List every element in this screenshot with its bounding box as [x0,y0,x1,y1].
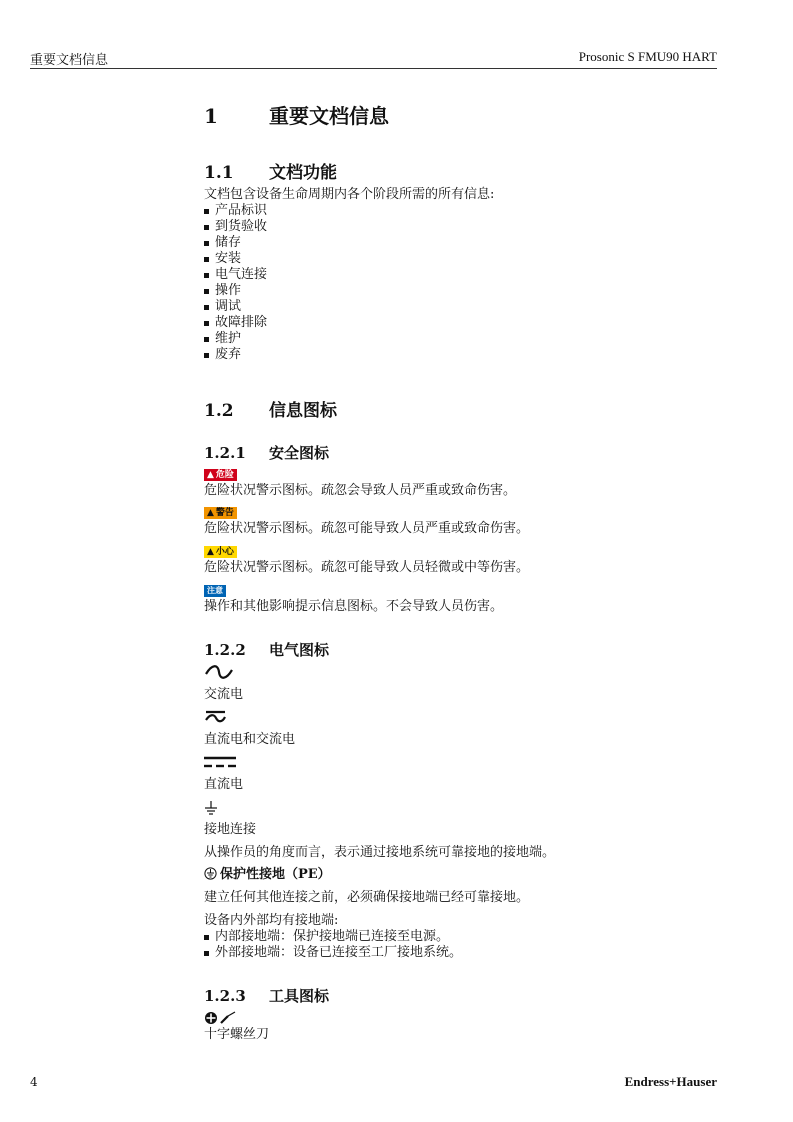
section-title: 文档功能 [269,163,337,183]
subsection-title: 电气图标 [269,641,330,659]
chapter-title: 重要文档信息 [269,104,389,128]
acdc-icon [204,710,228,724]
list-item: 操作 [204,283,267,299]
section-heading-1-2 [204,396,337,421]
ac-icon [204,664,234,680]
chapter-heading [204,100,389,129]
subsection-heading-1-2-1 [204,442,329,463]
list-item: 调试 [204,299,267,315]
warning-badge [204,507,237,519]
header-section-title: 重要文档信息 [30,53,109,68]
header-rule [30,68,717,69]
section-number: 1.2 [204,401,234,421]
warning-label: 警告 [215,508,234,518]
warning-triangle-icon: ▲ [207,547,214,557]
protective-earth-description: 建立任何其他连接之前，必须确保接地端已经可靠接地。 [204,890,530,905]
page-number: 4 [30,1075,38,1089]
ground-description: 从操作员的角度而言，表示通过接地系统可靠接地的接地端。 [204,845,556,860]
ac-label: 交流电 [204,687,244,702]
brand-name: Endress+Hauser [624,1074,717,1089]
caution-badge [204,546,237,558]
section-heading-1-1 [204,158,337,183]
chapter-number: 1 [204,104,218,128]
ground-label: 接地连接 [204,822,257,837]
notice-text: 操作和其他影响提示信息图标。不会导致人员伤害。 [204,599,504,614]
phillips-screwdriver-icon [204,1011,238,1025]
terminals-intro: 设备内外部均有接地端: [204,913,339,928]
warning-triangle-icon: ▲ [207,508,214,518]
danger-text: 危险状况警示图标。疏忽会导致人员严重或致命伤害。 [204,483,517,498]
danger-badge [204,469,237,481]
header-product-name: Prosonic S FMU90 HART [578,49,717,64]
dc-label: 直流电 [204,777,244,792]
section-title: 信息图标 [269,401,337,421]
list-item: 产品标识 [204,203,267,219]
acdc-label: 直流电和交流电 [204,732,296,747]
list-item: 外部接地端：设备已连接至工厂接地系统。 [204,945,462,961]
warning-triangle-icon: ▲ [207,470,214,480]
list-item: 维护 [204,331,267,347]
subsection-title: 安全图标 [269,444,330,462]
list-item: 废弃 [204,347,267,363]
danger-label: 危险 [215,470,234,480]
subsection-number: 1.2.3 [204,987,246,1005]
list-item: 电气连接 [204,267,267,283]
notice-label: 注意 [207,586,223,595]
warning-text: 危险状况警示图标。疏忽可能导致人员严重或致命伤害。 [204,521,530,536]
lifecycle-list [204,203,267,363]
list-item: 储存 [204,235,267,251]
protective-earth-icon [204,867,217,880]
subsection-heading-1-2-3 [204,985,329,1006]
protective-earth-heading [204,867,331,883]
list-item: 故障排除 [204,315,267,331]
dc-icon [204,756,238,768]
subsection-number: 1.2.2 [204,641,246,659]
section-number: 1.1 [204,163,234,183]
subsection-heading-1-2-2 [204,639,329,660]
caution-label: 小心 [215,547,234,557]
doc-function-intro: 文档包含设备生命周期内各个阶段所需的所有信息: [204,187,495,202]
subsection-title: 工具图标 [269,987,330,1005]
list-item: 内部接地端：保护接地端已连接至电源。 [204,929,462,945]
protective-earth-title: 保护性接地（PE） [220,867,331,882]
terminals-list [204,929,462,961]
notice-badge [204,585,226,597]
list-item: 安装 [204,251,267,267]
subsection-number: 1.2.1 [204,444,246,462]
list-item: 到货验收 [204,219,267,235]
ground-icon [204,800,218,816]
screwdriver-label: 十字螺丝刀 [204,1027,270,1042]
caution-text: 危险状况警示图标。疏忽可能导致人员轻微或中等伤害。 [204,560,530,575]
